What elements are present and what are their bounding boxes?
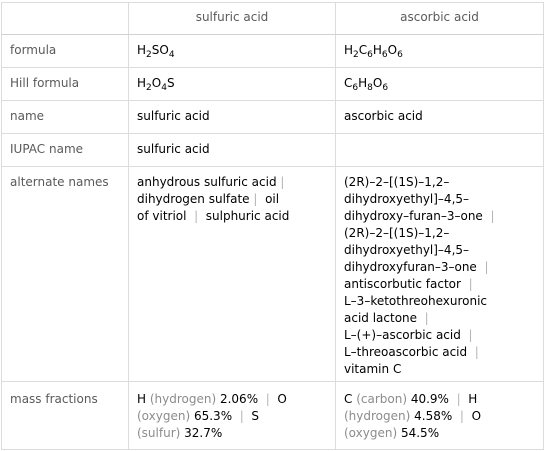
text-line bbox=[344, 191, 494, 208]
text-segment: vitamin C bbox=[344, 362, 402, 376]
separator: | bbox=[194, 209, 199, 223]
text-line bbox=[344, 276, 494, 293]
text-segment: C bbox=[358, 43, 368, 57]
separator: | bbox=[280, 175, 285, 189]
text-line bbox=[344, 174, 494, 191]
grid-line bbox=[1, 2, 2, 450]
separator: | bbox=[424, 311, 429, 325]
text-segment: S bbox=[243, 409, 260, 423]
text-line bbox=[344, 408, 481, 425]
row-label-iupac-name: IUPAC name bbox=[10, 142, 84, 156]
text-segment: O bbox=[387, 43, 398, 57]
separator: | bbox=[484, 260, 489, 274]
subscript: 6 bbox=[367, 50, 373, 60]
text-segment: (carbon) bbox=[356, 392, 408, 406]
text-segment: L–(+)–ascorbic acid bbox=[344, 328, 469, 342]
subscript: 4 bbox=[161, 83, 167, 93]
separator: | bbox=[239, 409, 244, 423]
text-segment: (hydrogen) bbox=[149, 392, 217, 406]
text-line bbox=[137, 425, 287, 442]
name-ascorbic-acid: ascorbic acid bbox=[344, 109, 423, 123]
separator: | bbox=[490, 209, 495, 223]
text-line bbox=[137, 408, 287, 425]
mass-fractions-ascorbic-acid bbox=[344, 391, 481, 442]
grid-line bbox=[128, 2, 129, 450]
grid-line bbox=[1, 34, 544, 35]
text-segment: H bbox=[460, 392, 478, 406]
separator: | bbox=[253, 192, 258, 206]
grid-line bbox=[1, 449, 544, 450]
grid-line bbox=[1, 100, 544, 101]
iupac-name-sulfuric-acid: sulfuric acid bbox=[137, 142, 210, 156]
text-segment: dihydroxyethyl]–4,5– bbox=[344, 243, 470, 257]
text-line bbox=[137, 391, 287, 408]
text-segment: of vitriol bbox=[137, 209, 195, 223]
subscript: 2 bbox=[146, 83, 152, 93]
text-segment: 4.58% bbox=[410, 409, 460, 423]
text-segment: 54.5% bbox=[397, 426, 440, 440]
text-segment: (sulfur) bbox=[137, 426, 181, 440]
alternate-names-ascorbic-acid bbox=[344, 174, 494, 378]
text-segment: dihydroxy–furan–3–one bbox=[344, 209, 491, 223]
separator: | bbox=[474, 345, 479, 359]
text-segment: 65.3% bbox=[190, 409, 240, 423]
text-segment: dihydroxyethyl]–4,5– bbox=[344, 192, 470, 206]
text-segment: L–threoascorbic acid bbox=[344, 345, 475, 359]
text-line bbox=[344, 391, 481, 408]
subscript: 6 bbox=[382, 83, 389, 93]
text-segment: O bbox=[151, 76, 162, 90]
row-label-hill-formula: Hill formula bbox=[10, 76, 80, 90]
grid-line bbox=[1, 2, 544, 3]
row-label-name: name bbox=[10, 109, 45, 123]
grid-line bbox=[1, 67, 544, 68]
text-segment: H bbox=[137, 43, 147, 57]
text-segment: 32.7% bbox=[180, 426, 223, 440]
separator: | bbox=[456, 392, 461, 406]
text-segment: C bbox=[344, 392, 357, 406]
grid-line bbox=[543, 2, 544, 450]
row-label-formula: formula bbox=[10, 43, 57, 57]
row-label-mass-fractions: mass fractions bbox=[10, 392, 98, 406]
text-segment: (hydrogen) bbox=[344, 409, 411, 423]
subscript: 4 bbox=[168, 50, 175, 60]
row-label-alternate-names: alternate names bbox=[10, 175, 109, 189]
text-segment: dihydroxyfuran–3–one bbox=[344, 260, 485, 274]
grid-line bbox=[1, 133, 544, 134]
text-line bbox=[137, 191, 289, 208]
text-segment: H bbox=[137, 76, 147, 90]
name-sulfuric-acid: sulfuric acid bbox=[137, 109, 210, 123]
hill-formula-ascorbic-acid bbox=[344, 75, 388, 92]
grid-line bbox=[335, 2, 336, 450]
grid-line bbox=[1, 381, 544, 382]
text-segment: (2R)–2–[(1S)–1,2– bbox=[344, 226, 450, 240]
text-segment: H bbox=[358, 76, 368, 90]
separator: | bbox=[459, 409, 464, 423]
text-segment: H bbox=[137, 392, 150, 406]
formula-ascorbic-acid bbox=[344, 42, 403, 59]
text-line bbox=[344, 208, 494, 225]
mass-fractions-sulfuric-acid bbox=[137, 391, 287, 442]
text-segment: 2.06% bbox=[216, 392, 266, 406]
text-line bbox=[344, 327, 494, 344]
text-line bbox=[344, 310, 494, 327]
column-header-ascorbic-acid: ascorbic acid bbox=[400, 10, 479, 24]
text-segment: (2R)–2–[(1S)–1,2– bbox=[344, 175, 450, 189]
text-segment: H bbox=[372, 43, 382, 57]
formula-sulfuric-acid bbox=[137, 42, 175, 59]
separator: | bbox=[265, 392, 270, 406]
text-segment: (oxygen) bbox=[344, 426, 398, 440]
text-segment: C bbox=[344, 76, 353, 90]
text-line bbox=[344, 361, 494, 378]
text-line bbox=[344, 225, 494, 242]
subscript: 6 bbox=[397, 50, 403, 60]
text-segment: (oxygen) bbox=[137, 409, 191, 423]
subscript: 6 bbox=[381, 50, 388, 60]
grid-line bbox=[1, 166, 544, 167]
text-segment: O bbox=[463, 409, 482, 423]
hill-formula-sulfuric-acid bbox=[137, 75, 175, 92]
separator: | bbox=[468, 277, 473, 291]
text-segment: antiscorbutic factor bbox=[344, 277, 469, 291]
text-segment: oil bbox=[257, 192, 280, 206]
text-segment: SO bbox=[151, 43, 169, 57]
text-segment: O bbox=[269, 392, 287, 406]
text-line bbox=[344, 242, 494, 259]
text-line bbox=[344, 293, 494, 310]
column-header-sulfuric-acid: sulfuric acid bbox=[195, 10, 269, 24]
text-segment: anhydrous sulfuric acid bbox=[137, 175, 281, 189]
subscript: 2 bbox=[146, 50, 152, 60]
text-segment: dihydrogen sulfate bbox=[137, 192, 254, 206]
text-line bbox=[344, 344, 494, 361]
text-line bbox=[137, 174, 289, 191]
text-line bbox=[137, 208, 289, 225]
subscript: 8 bbox=[367, 83, 373, 93]
text-segment: S bbox=[166, 76, 175, 90]
text-segment: H bbox=[344, 43, 354, 57]
text-segment: acid lactone bbox=[344, 311, 425, 325]
subscript: 6 bbox=[352, 83, 359, 93]
subscript: 2 bbox=[353, 50, 359, 60]
text-segment: sulphuric acid bbox=[198, 209, 290, 223]
text-segment: O bbox=[372, 76, 383, 90]
separator: | bbox=[468, 328, 473, 342]
text-segment: L–3–ketothreohexuronic bbox=[344, 294, 488, 308]
text-segment: 40.9% bbox=[407, 392, 457, 406]
text-line bbox=[344, 259, 494, 276]
alternate-names-sulfuric-acid bbox=[137, 174, 289, 225]
text-line bbox=[344, 425, 481, 442]
